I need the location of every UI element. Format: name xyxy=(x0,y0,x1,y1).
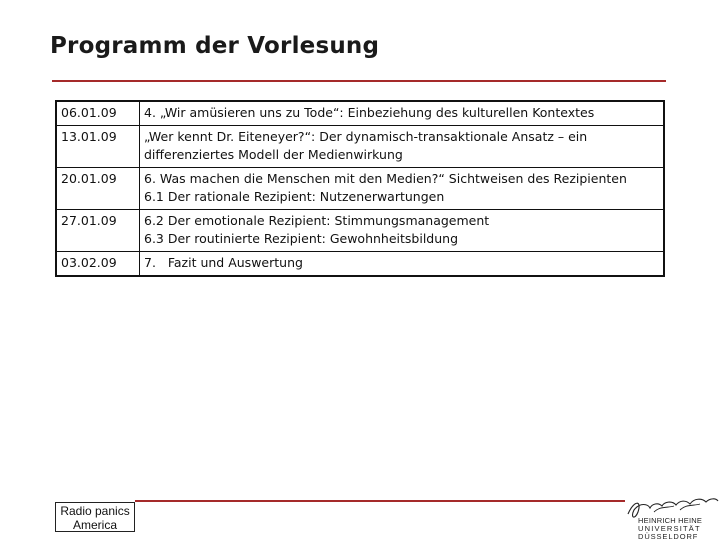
topic-cell xyxy=(140,168,665,210)
topic-line: 6.3 Der routinierte Rezipient: Gewohnheitsbildung xyxy=(144,231,459,246)
topic-cell xyxy=(140,252,665,277)
topic-line: 7. Fazit und Auswertung xyxy=(144,255,303,270)
date-cell: 06.01.09 xyxy=(56,101,140,126)
stamp-line: Radio panics xyxy=(60,504,130,518)
topic-line: 4. „Wir amüsieren uns zu Tode“: Einbeziehung des kulturellen Kontextes xyxy=(144,105,595,120)
table-row xyxy=(56,126,664,168)
topic-cell xyxy=(140,101,665,126)
title-divider xyxy=(52,80,666,82)
logo-line: HEINRICH HEINE xyxy=(638,516,703,525)
topic-cell xyxy=(140,126,665,168)
table-row xyxy=(56,168,664,210)
logo-line: DÜSSELDORF xyxy=(638,532,699,540)
footer-divider xyxy=(135,500,625,502)
topic-cell xyxy=(140,210,665,252)
logo-line: UNIVERSITÄT xyxy=(638,524,701,533)
university-signature-logo-icon xyxy=(624,492,720,540)
date-cell: 13.01.09 xyxy=(56,126,140,168)
table-row xyxy=(56,210,664,252)
topic-line: 6. Was machen die Menschen mit den Medien?“ Sichtweisen des Rezipienten xyxy=(144,171,627,186)
table-row xyxy=(56,252,664,277)
date-cell: 03.02.09 xyxy=(56,252,140,277)
table-row xyxy=(56,101,664,126)
topic-line: 6.2 Der emotionale Rezipient: Stimmungsmanagement xyxy=(144,213,490,228)
schedule-table xyxy=(55,100,665,277)
topic-line: 6.1 Der rationale Rezipient: Nutzenerwartungen xyxy=(144,189,445,204)
topic-line: „Wer kennt Dr. Eiteneyer?“: Der dynamisch-transaktionale Ansatz – ein differenziertes Modell der Medienwirkung xyxy=(144,129,588,162)
footer-stamp xyxy=(55,502,135,532)
date-cell: 27.01.09 xyxy=(56,210,140,252)
page-title: Programm der Vorlesung xyxy=(50,33,380,59)
stamp-line: America xyxy=(72,518,117,532)
date-cell: 20.01.09 xyxy=(56,168,140,210)
